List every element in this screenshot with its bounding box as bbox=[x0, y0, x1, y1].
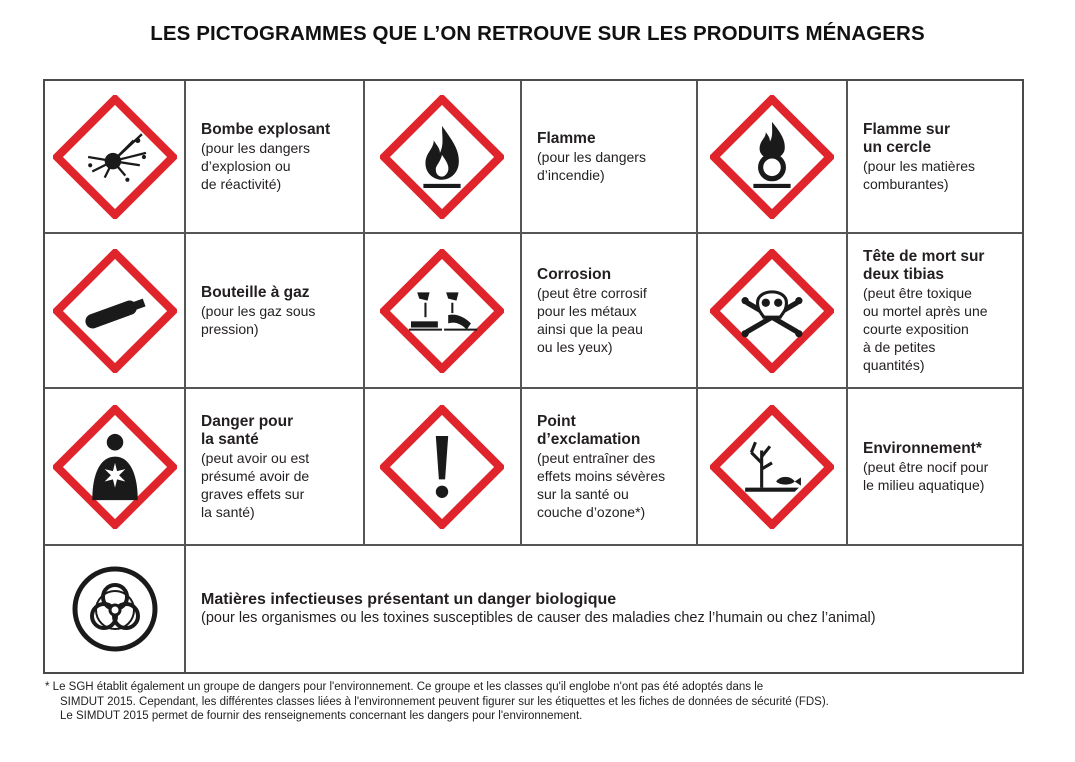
pictogram-label bbox=[521, 388, 696, 545]
pictogram-name: Bouteille à gaz bbox=[201, 283, 310, 301]
pictogram-label bbox=[847, 81, 1022, 233]
pictogram-description: (peut être corrosif pour les métaux ainsi que la peau ou les yeux) bbox=[537, 284, 647, 355]
pictogram-label bbox=[185, 233, 363, 388]
pictogram-name: Flamme bbox=[537, 130, 596, 147]
flame-icon bbox=[380, 95, 504, 219]
pictogram-label bbox=[185, 388, 363, 545]
pictogram-name: Flamme sur un cercle bbox=[863, 121, 951, 156]
pictogram-cell bbox=[697, 388, 847, 545]
pictogram-cell bbox=[364, 233, 520, 388]
footnote-line: Le SIMDUT 2015 permet de fournir des renseignements concernant les dangers pour l'environnement. bbox=[60, 710, 583, 722]
pictogram-description: (peut avoir ou est présumé avoir de graves effets sur la santé) bbox=[201, 449, 310, 520]
pictogram-name: Point d’exclamation bbox=[537, 412, 641, 448]
pictogram-label bbox=[521, 81, 696, 233]
pictogram-name: Danger pour la santé bbox=[201, 412, 294, 448]
pictogram-cell bbox=[45, 388, 185, 545]
pictogram-cell bbox=[697, 81, 847, 233]
gas-cylinder-icon bbox=[53, 249, 177, 373]
skull-crossbones-icon bbox=[710, 249, 834, 373]
biohazard-icon bbox=[70, 564, 160, 654]
pictogram-description: (pour les matières comburantes) bbox=[863, 158, 976, 192]
footnote-line: * Le SGH établit également un groupe de dangers pour l'environnement. Ce groupe et les classes qu'il englobe n'ont pas été adoptés dans le bbox=[45, 681, 764, 693]
biohazard-label bbox=[185, 545, 1022, 672]
pictogram-description: (pour les gaz sous pression) bbox=[201, 302, 316, 337]
pictogram-name: Corrosion bbox=[537, 265, 612, 283]
corrosion-icon bbox=[380, 249, 504, 373]
footnote bbox=[45, 680, 1035, 724]
exploding-bomb-icon bbox=[53, 95, 177, 219]
pictogram-cell bbox=[697, 233, 847, 388]
pictogram-description: (pour les dangers d’incendie) bbox=[537, 149, 646, 183]
pictogram-label bbox=[847, 233, 1022, 388]
pictogram-cell bbox=[45, 81, 185, 233]
exclamation-mark-icon bbox=[380, 405, 504, 529]
environment-icon bbox=[710, 405, 834, 529]
pictogram-description: (pour les dangers d’explosion ou de réactivité) bbox=[201, 140, 310, 192]
health-hazard-icon bbox=[53, 405, 177, 529]
pictogram-table bbox=[43, 79, 1024, 674]
pictogram-description: (peut être toxique ou mortel après une courte exposition à de petites quantités) bbox=[863, 284, 988, 373]
pictogram-description: (pour les organismes ou les toxines susceptibles de causer des maladies chez l’humain ou chez l’animal) bbox=[201, 609, 876, 626]
page-title: LES PICTOGRAMMES QUE L’ON RETROUVE SUR LES PRODUITS MÉNAGERS bbox=[150, 22, 925, 45]
pictogram-name: Matières infectieuses présentant un danger biologique bbox=[201, 590, 617, 608]
pictogram-name: Bombe explosant bbox=[201, 121, 331, 138]
pictogram-name: Tête de mort sur deux tibias bbox=[863, 247, 985, 283]
pictogram-cell bbox=[364, 388, 520, 545]
pictogram-name: Environnement* bbox=[863, 439, 982, 457]
flame-over-circle-icon bbox=[710, 95, 834, 219]
pictogram-label bbox=[185, 81, 363, 233]
pictogram-description: (peut être nocif pour le milieu aquatique) bbox=[863, 458, 989, 493]
pictogram-cell bbox=[364, 81, 520, 233]
pictogram-description: (peut entraîner des effets moins sévères sur la santé ou couche d’ozone*) bbox=[537, 449, 666, 520]
pictogram-label bbox=[847, 388, 1022, 545]
pictogram-cell bbox=[45, 545, 185, 672]
pictogram-cell bbox=[45, 233, 185, 388]
footnote-line: SIMDUT 2015. Cependant, les différentes classes liées à l'environnement peuvent figurer sur les étiquettes et les fiches de données de sécurité (FDS). bbox=[60, 695, 829, 708]
pictogram-label bbox=[521, 233, 696, 388]
